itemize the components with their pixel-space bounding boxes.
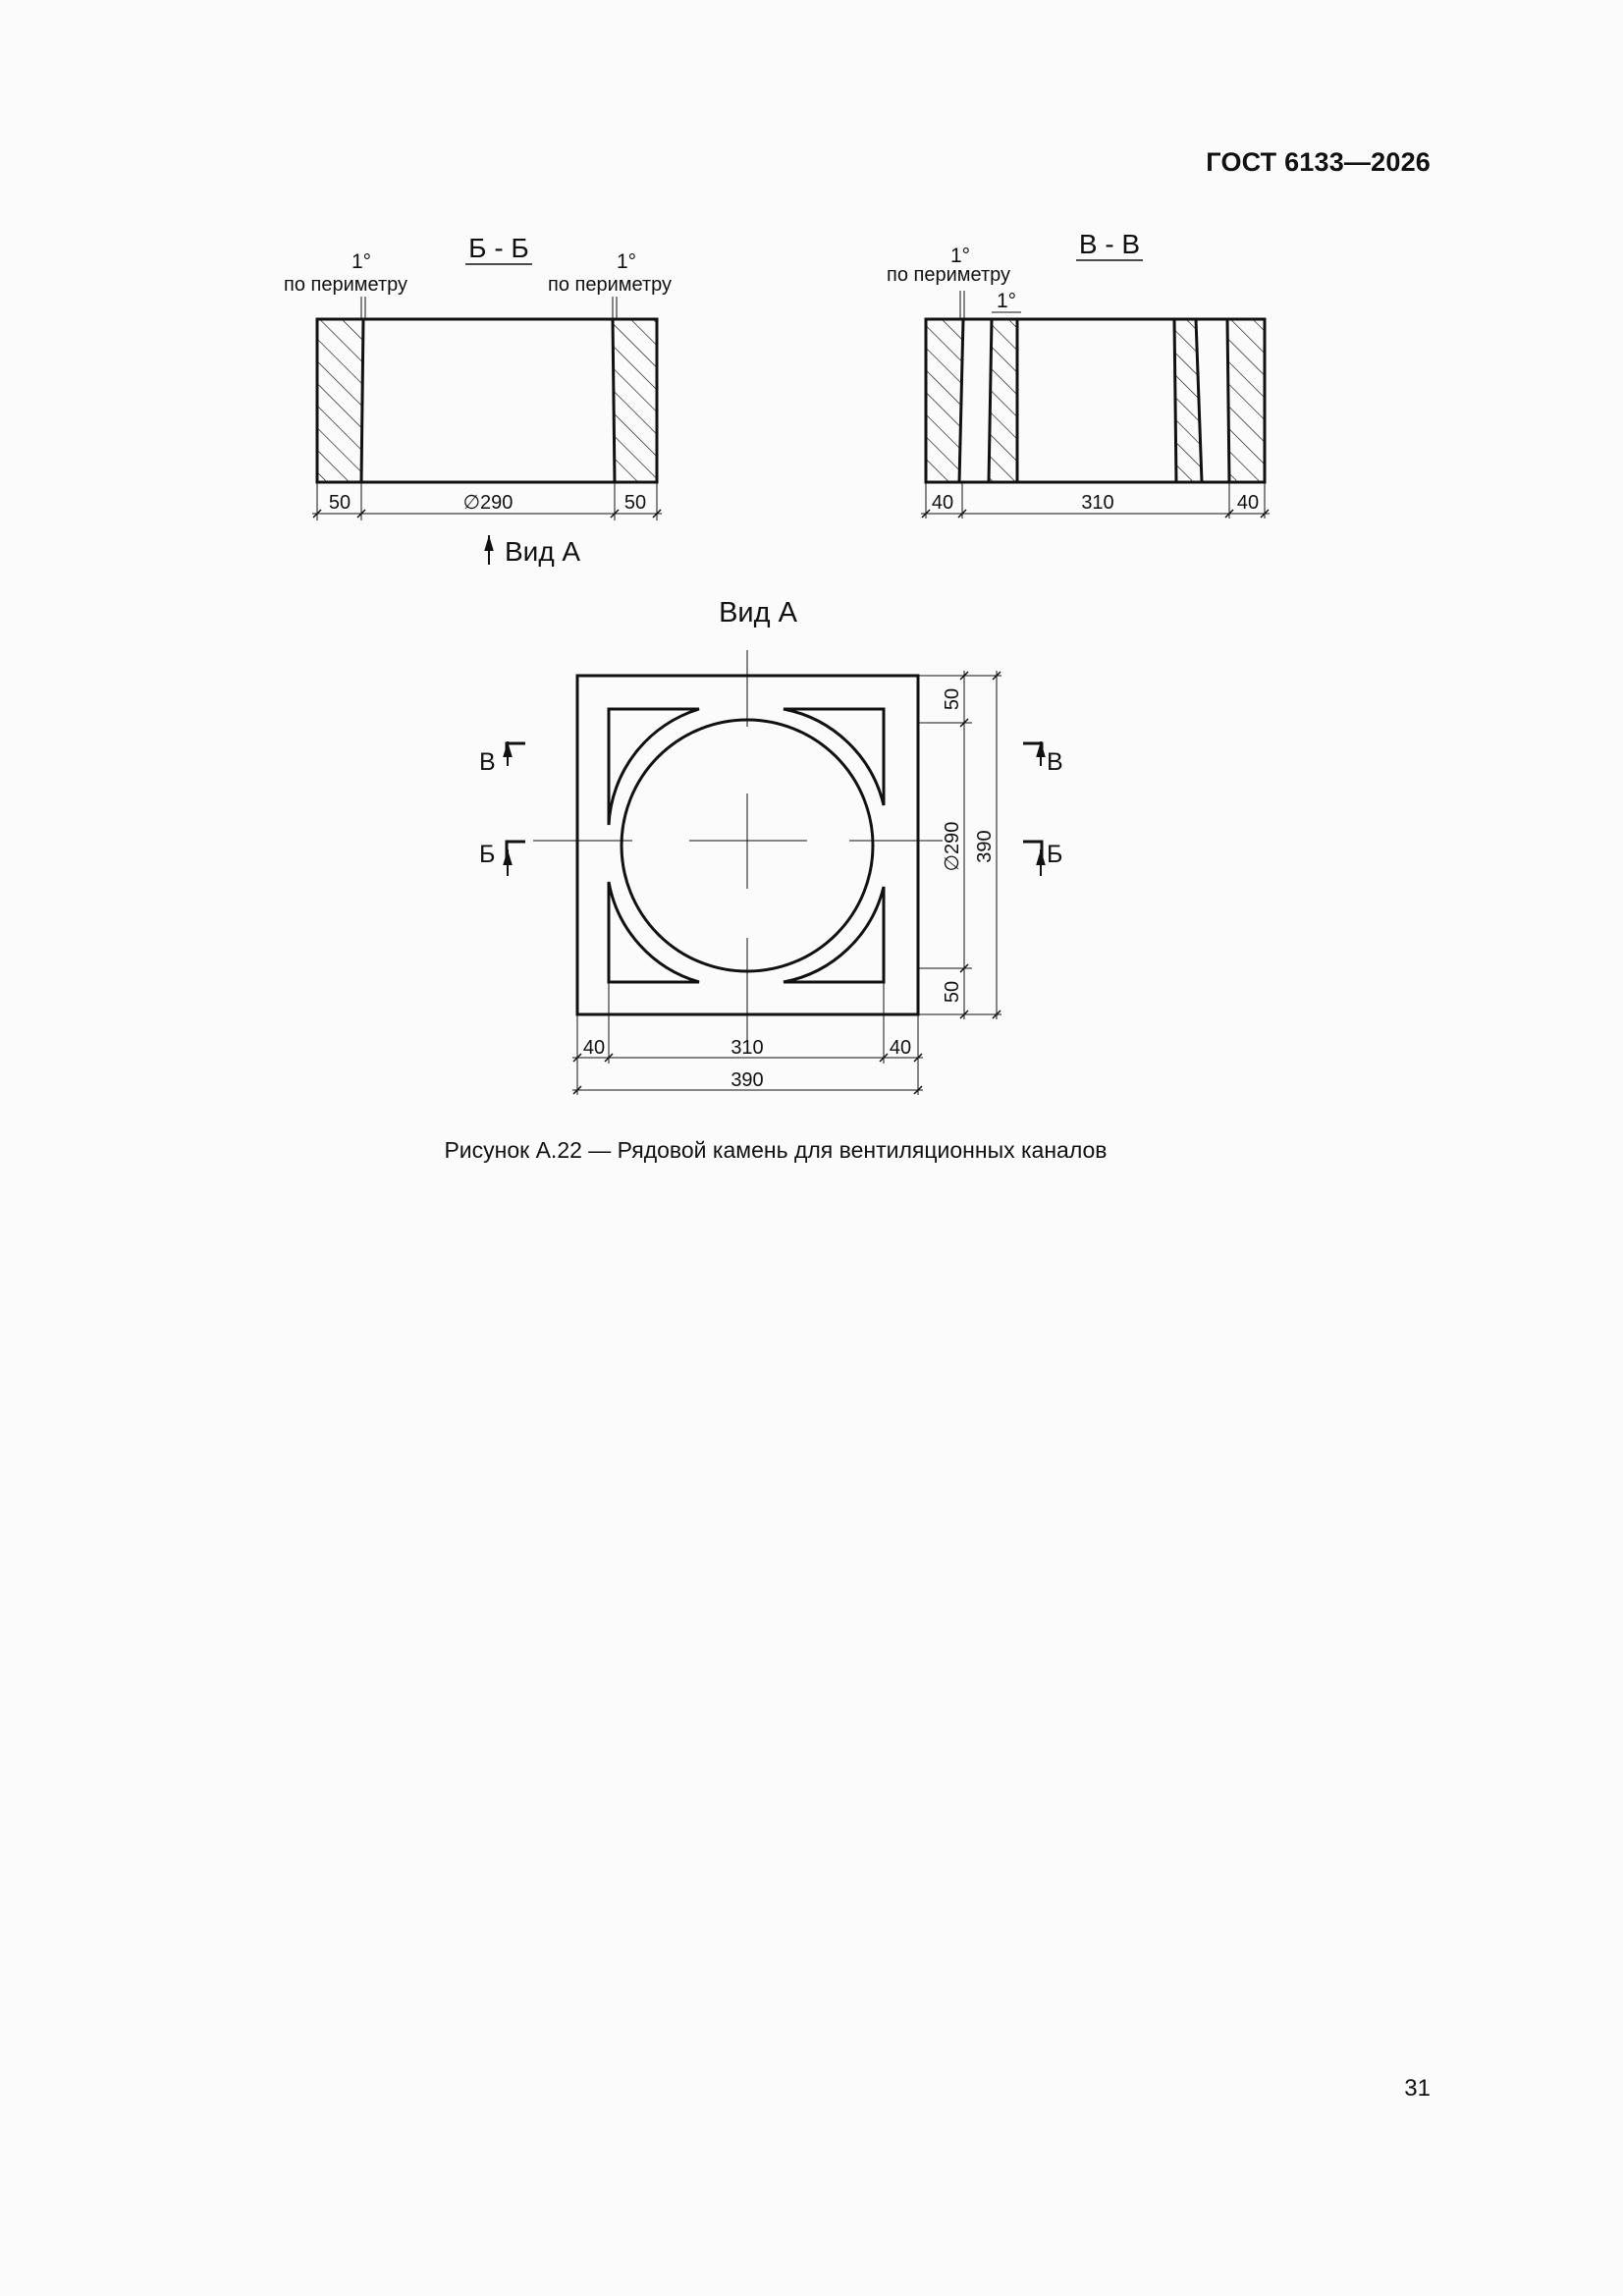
section-vv-dim-center: 310 — [1081, 492, 1114, 514]
plan-dim-diameter: ∅290 — [942, 821, 963, 872]
cut-label-b-right: Б — [1047, 841, 1063, 868]
section-bb-view-label: Вид А — [505, 536, 581, 567]
section-bb-perimeter-right: по периметру — [547, 274, 673, 296]
plan-dim-bottom-center: 310 — [730, 1037, 764, 1059]
section-vv — [887, 229, 1270, 519]
plan-dim-top: 50 — [942, 687, 963, 711]
pocket-bottom-right — [784, 887, 884, 982]
section-vv-dim-left: 40 — [931, 492, 954, 514]
plan-view-title: Вид А — [719, 597, 797, 629]
section-vv-taper-outer: 1° — [949, 245, 971, 267]
section-vv-wall-left — [926, 319, 963, 482]
pocket-top-left — [609, 709, 699, 825]
plan-dim-bottom: 50 — [942, 980, 963, 1004]
plan-dim-width: 390 — [730, 1069, 764, 1091]
section-bb-perimeter-left: по периметру — [283, 274, 408, 296]
figure-caption: Рисунок А.22 — Рядовой камень для вентиляционных каналов — [444, 1137, 1108, 1163]
section-bb-dim-left: 50 — [328, 492, 352, 514]
section-bb-taper-left: 1° — [351, 250, 372, 273]
section-bb — [284, 233, 672, 567]
section-vv-wall-right — [1227, 319, 1265, 482]
section-vv-rib-right — [1174, 319, 1202, 482]
plan-view — [479, 597, 1063, 1095]
plan-dim-bottom-left: 40 — [582, 1037, 606, 1059]
section-vv-outline — [926, 319, 1265, 482]
section-vv-perimeter: по периметру — [886, 264, 1011, 286]
section-vv-taper-inner: 1° — [996, 290, 1017, 312]
plan-dim-height: 390 — [974, 830, 996, 863]
section-bb-dim-center: ∅290 — [462, 492, 514, 514]
page-number: 31 — [1404, 2075, 1431, 2102]
page-header: ГОСТ 6133—2026 — [1206, 147, 1431, 177]
section-bb-wall-right — [613, 319, 657, 482]
section-vv-title: В - В — [1078, 229, 1141, 259]
pocket-top-right — [784, 709, 884, 805]
plan-dim-bottom-right: 40 — [889, 1037, 912, 1059]
section-bb-outline — [317, 319, 657, 482]
cut-label-b-left: Б — [479, 841, 496, 868]
section-bb-taper-right: 1° — [616, 250, 637, 273]
section-bb-dim-right: 50 — [623, 492, 647, 514]
section-vv-rib-left — [989, 319, 1017, 482]
section-vv-dim-right: 40 — [1236, 492, 1260, 514]
cut-label-v-left: В — [479, 748, 496, 776]
section-bb-title: Б - Б — [468, 233, 529, 263]
section-bb-wall-left — [317, 319, 363, 482]
cut-label-v-right: В — [1047, 748, 1063, 776]
